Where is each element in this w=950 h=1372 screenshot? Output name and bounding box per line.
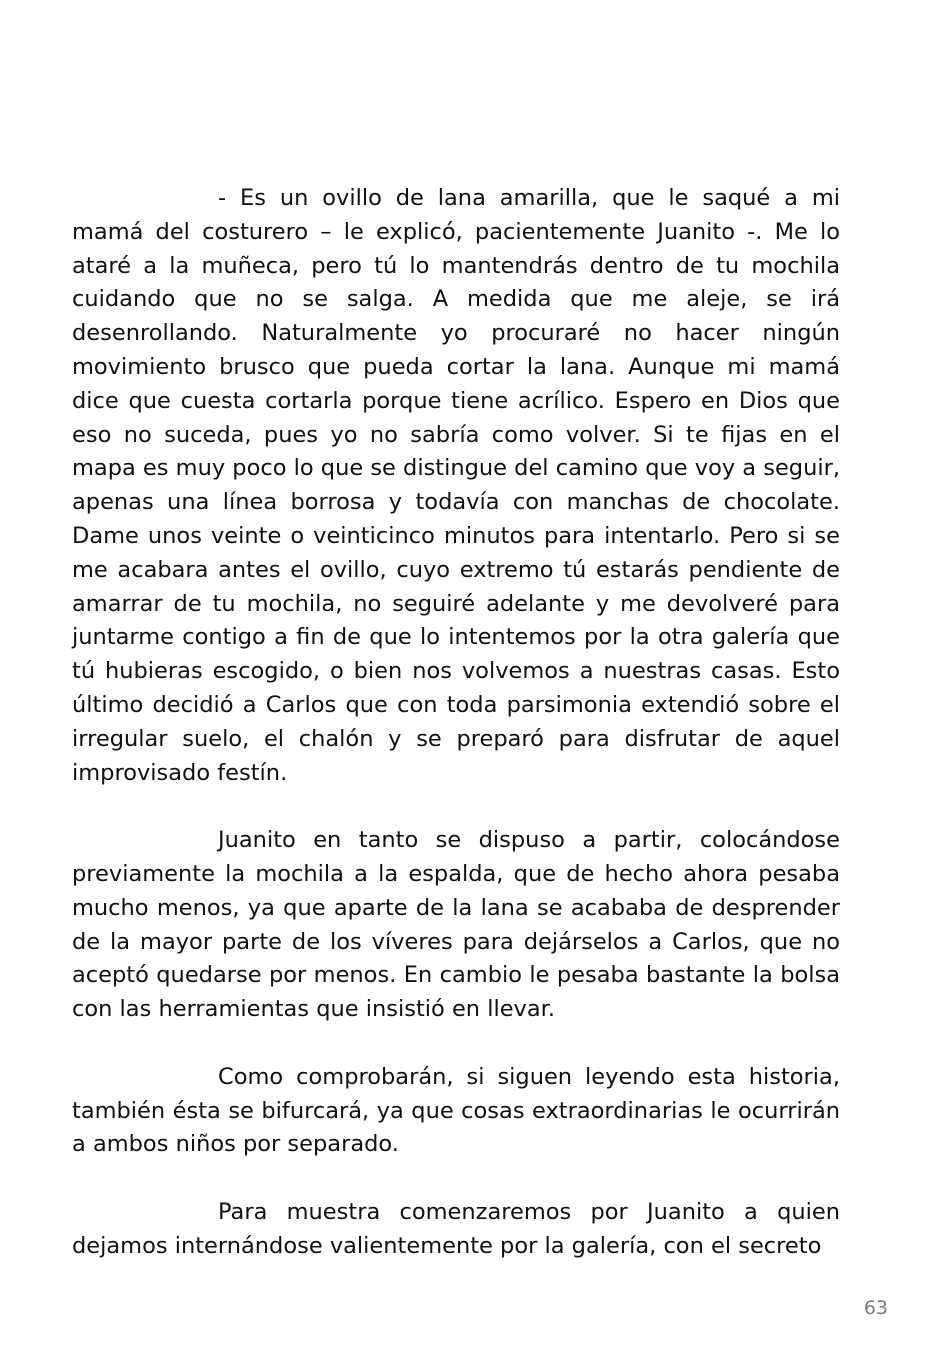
paragraph-3: Como comprobarán, si siguen leyendo esta historia, también ésta se bifurcará, ya que cosas extraordinarias le ocurrirán a ambos niños por separado. [72,1063,840,1158]
paragraph-1: - Es un ovillo de lana amarilla, que le saqué a mi mamá del costurero – le explicó, pacientemente Juanito -. Me lo ataré a la muñeca, pero tú lo mantendrás dentro de tu mochila cuidando que no se salga. A medida que me aleje, se irá desenrollando. Naturalmente yo procuraré no hacer ningún movimiento brusco que pueda cortar la lana. Aunque mi mamá dice que cuesta cortarla porque tiene acrílico. Espero en Dios que eso no suceda, pues yo no sabría como volver. Si te fijas en el mapa es muy poco lo que se distingue del camino que voy a seguir, apenas una línea borrosa y todavía con manchas de chocolate. Dame unos veinte o veinticinco minutos para intentarlo. Pero si se me acabara antes el ovillo, cuyo extremo tú estarás pendiente de amarrar de tu mochila, no seguiré adelante y me devolveré para juntarme contigo a fin de que lo intentemos por la otra galería que tú hubieras escogido, o bien nos volvemos a nuestras casas. Esto último decidió a Carlos que con toda parsimonia extendió sobre el irregular suelo, el chalón y se preparó para disfrutar de aquel improvisado festín. [72,185,840,786]
paragraph-4: Para muestra comenzaremos por Juanito a quien dejamos internándose valientemente por la galería, con el secreto [72,1198,840,1259]
page-number: 63 [863,1297,888,1319]
body-text [72,182,840,1264]
paragraph-2: Juanito en tanto se dispuso a partir, colocándose previamente la mochila a la espalda, que de hecho ahora pesaba mucho menos, ya que aparte de la lana se acababa de desprender de la mayor parte de los víveres para dejárselos a Carlos, que no aceptó quedarse por menos. En cambio le pesaba bastante la bolsa con las herramientas que insistió en llevar. [72,827,840,1023]
